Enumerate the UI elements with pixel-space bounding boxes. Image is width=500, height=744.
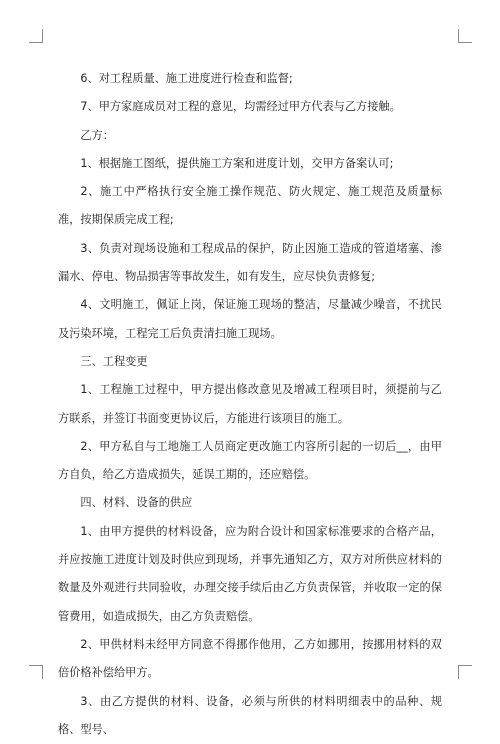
paragraph: 1、由甲方提供的材料设备，应为附合设计和国家标准要求的合格产品，并应按施工进度计划及时供应到现场，并事先通知乙方，双方对所供应材料的数量及外观进行共同验收，办理交接手续后由乙方负责保管，并收取一定的保管费用，如造成损失，由乙方负责赔偿。	[58, 524, 442, 623]
paragraph: 6、对工程质量、施工进度进行检查和监督;	[80, 72, 293, 85]
paragraph: 2、施工中严格执行安全施工操作规范、防火规定、施工规范及质量标准，按期保质完成工程;	[58, 185, 442, 227]
crop-mark-bottom-left	[29, 665, 43, 679]
section-heading-party-b: 乙方：	[80, 128, 114, 142]
paragraph: 3、由乙方提供的材料、设备，必须与所供的材料明细表中的品种、规格、型号、	[58, 694, 442, 736]
paragraph: 3、负责对现场设施和工程成品的保护，防止因施工造成的管道堵塞、渗漏水、停电、物品损害等事故发生，如有发生，应尽快负责修复;	[58, 241, 442, 284]
paragraph: 2、甲方私自与工地施工人员商定更改施工内容所引起的一切后__，由甲方自负，给乙方造成损失，延误工期的，还应赔偿。	[58, 439, 442, 482]
paragraph: 2、甲供材料未经甲方同意不得挪作他用，乙方如挪用，按挪用材料的双倍价格补偿给甲方。	[58, 637, 442, 680]
paragraph: 1、根据施工图纸，提供施工方案和进度计划，交甲方备案认可;	[80, 156, 394, 170]
paragraph: 1、工程施工过程中，甲方提出修改意见及增减工程项目时，须提前与乙方联系，并签订书面变更协议后，方能进行该项目的施工。	[58, 383, 442, 425]
crop-mark-top-right	[458, 29, 472, 43]
crop-mark-top-left	[29, 29, 43, 43]
paragraph: 7、甲方家庭成员对工程的意见，均需经过甲方代表与乙方接触。	[80, 100, 401, 114]
section-heading-changes: 三、工程变更	[80, 354, 148, 368]
crop-mark-bottom-right	[458, 665, 472, 679]
section-heading-materials: 四、材料、设备的供应	[80, 496, 193, 510]
paragraph: 4、文明施工，佩证上岗，保证施工现场的整洁，尽量减少噪音，不扰民及污染环境，工程完工后负责清扫施工现场。	[58, 298, 442, 340]
document-body	[58, 65, 442, 744]
